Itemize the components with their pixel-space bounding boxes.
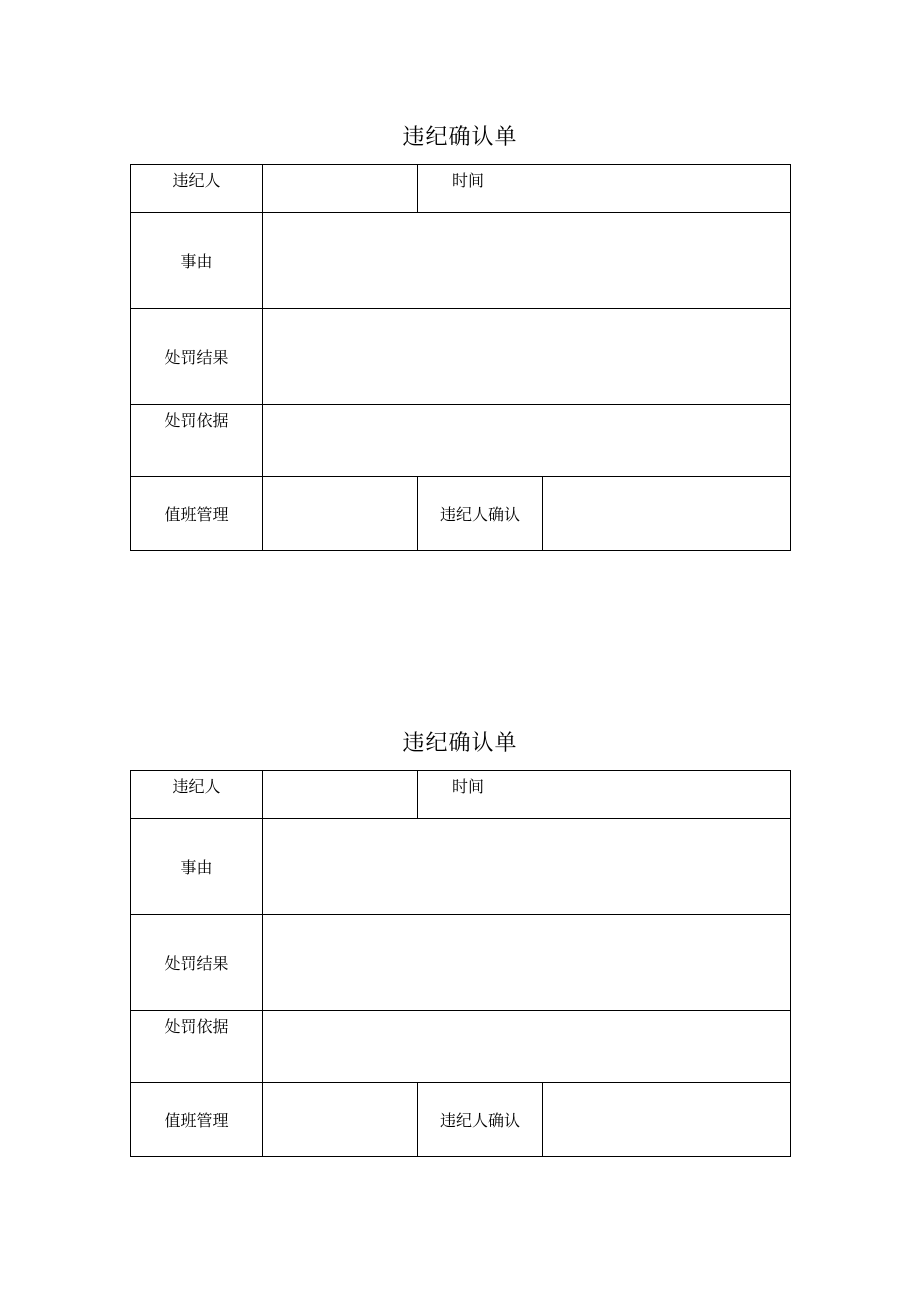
penalty-basis-field[interactable] xyxy=(263,405,791,477)
row-reason xyxy=(131,819,791,915)
time-label: 时间 xyxy=(452,777,485,796)
penalty-result-label: 处罚结果 xyxy=(131,915,263,1011)
row-penalty-result xyxy=(131,915,791,1011)
penalty-basis-field[interactable] xyxy=(263,1011,791,1083)
violator-field[interactable] xyxy=(263,165,418,213)
violator-label: 违纪人 xyxy=(131,165,263,213)
row-reason xyxy=(131,213,791,309)
violation-table xyxy=(130,164,791,551)
violator-field[interactable] xyxy=(263,771,418,819)
violator-label: 违纪人 xyxy=(131,771,263,819)
violation-form-2 xyxy=(130,726,790,1157)
duty-manager-label: 值班管理 xyxy=(131,477,263,551)
violation-form-1 xyxy=(130,120,790,551)
duty-manager-field[interactable] xyxy=(263,1083,418,1157)
penalty-basis-label: 处罚依据 xyxy=(131,405,263,477)
reason-label: 事由 xyxy=(131,819,263,915)
reason-label: 事由 xyxy=(131,213,263,309)
reason-field[interactable] xyxy=(263,819,791,915)
time-label: 时间 xyxy=(452,171,485,190)
penalty-basis-label: 处罚依据 xyxy=(131,1011,263,1083)
violator-confirm-field[interactable] xyxy=(543,477,791,551)
violator-confirm-field[interactable] xyxy=(543,1083,791,1157)
penalty-result-field[interactable] xyxy=(263,915,791,1011)
reason-field[interactable] xyxy=(263,213,791,309)
row-signatures xyxy=(131,1083,791,1157)
violator-confirm-label: 违纪人确认 xyxy=(418,1083,543,1157)
penalty-result-label: 处罚结果 xyxy=(131,309,263,405)
row-penalty-result xyxy=(131,309,791,405)
form-title: 违纪确认单 xyxy=(402,125,518,150)
time-field[interactable] xyxy=(418,165,791,213)
row-violator xyxy=(131,165,791,213)
duty-manager-label: 值班管理 xyxy=(131,1083,263,1157)
row-penalty-basis xyxy=(131,1011,791,1083)
penalty-result-field[interactable] xyxy=(263,309,791,405)
row-violator xyxy=(131,771,791,819)
time-field[interactable] xyxy=(418,771,791,819)
violator-confirm-label: 违纪人确认 xyxy=(418,477,543,551)
row-signatures xyxy=(131,477,791,551)
violation-table xyxy=(130,770,791,1157)
duty-manager-field[interactable] xyxy=(263,477,418,551)
row-penalty-basis xyxy=(131,405,791,477)
form-title: 违纪确认单 xyxy=(402,731,518,756)
